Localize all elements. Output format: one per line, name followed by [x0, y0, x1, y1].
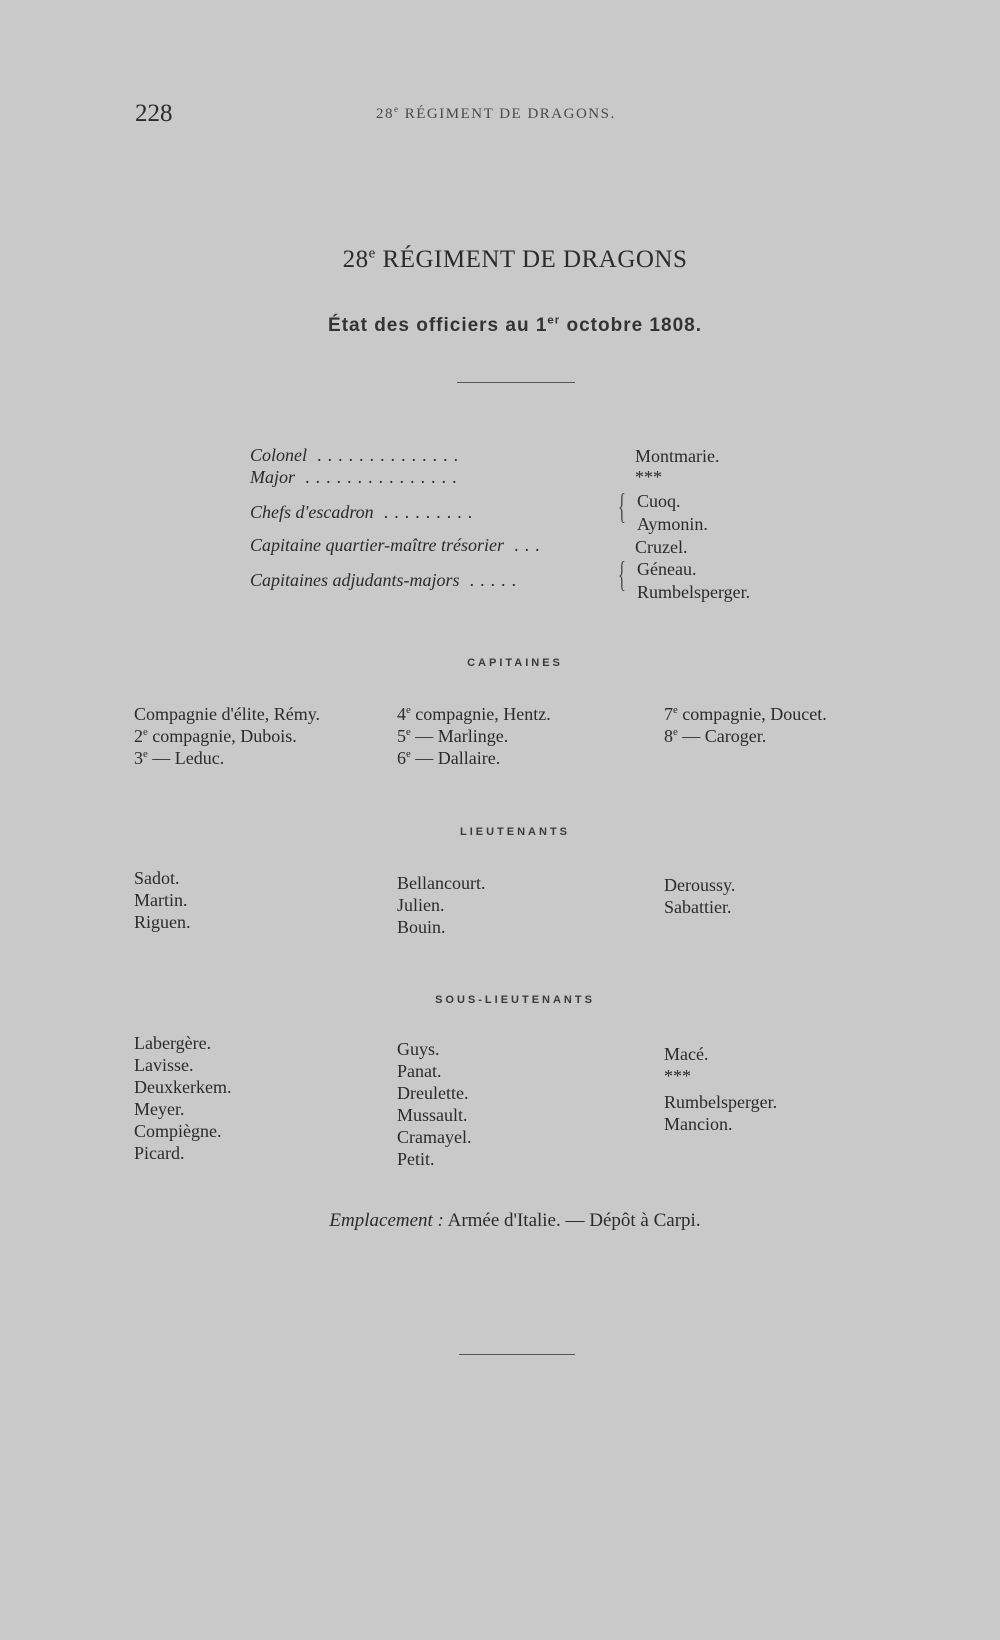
staff-name-adj-1: Géneau. [637, 559, 697, 579]
page-number: 228 [135, 100, 173, 127]
staff-label-chefs: Chefs d'escadron ......... [250, 502, 479, 522]
lieutenants-col-1 [134, 867, 191, 933]
divider-bottom [459, 1354, 575, 1355]
list-item: Macé. [664, 1044, 709, 1064]
page-title: 28e RÉGIMENT DE DRAGONS [342, 245, 688, 273]
section-sous-lieutenants-heading: SOUS-LIEUTENANTS [435, 994, 595, 1006]
section-lieutenants-heading: LIEUTENANTS [460, 826, 570, 838]
brace-adj: { [618, 554, 626, 594]
list-item: 5e — Marlinge. [397, 726, 509, 746]
brace-chefs: { [618, 486, 626, 526]
divider-top [457, 382, 575, 383]
list-item: Dreulette. [397, 1083, 469, 1103]
list-item: Labergère. [134, 1033, 212, 1053]
list-item: Riguen. [134, 912, 191, 932]
sous-lieutenants-col-2 [397, 1038, 471, 1170]
list-item: 7e compagnie, Doucet. [664, 704, 827, 724]
staff-name-adj-2: Rumbelsperger. [637, 582, 751, 602]
list-item: Compiègne. [134, 1121, 222, 1141]
list-item: Picard. [134, 1143, 185, 1163]
emplacement-line [0, 1210, 1000, 1232]
list-item: 2e compagnie, Dubois. [134, 726, 297, 746]
staff-label-qm: Capitaine quartier-maître trésorier ... [250, 535, 546, 555]
capitaines-col-1 [134, 703, 320, 769]
staff-name-major: *** [635, 467, 662, 487]
staff-label-major: Major ............... [250, 467, 463, 487]
section-capitaines-heading: CAPITAINES [467, 657, 563, 669]
lieutenants-col-3 [664, 874, 735, 918]
list-item: Meyer. [134, 1099, 185, 1119]
list-item: 6e — Dallaire. [397, 748, 501, 768]
list-item: Compagnie d'élite, Rémy. [134, 704, 321, 724]
list-item: Panat. [397, 1061, 442, 1081]
lieutenants-col-2 [397, 872, 485, 938]
capitaines-col-3 [664, 703, 827, 747]
list-item: 3e — Leduc. [134, 748, 225, 768]
list-item: Petit. [397, 1149, 435, 1169]
list-item: Sabattier. [664, 897, 732, 917]
list-item: Deroussy. [664, 875, 736, 895]
list-item: Mussault. [397, 1105, 468, 1125]
list-item: Mancion. [664, 1114, 733, 1134]
emplacement-text: Armée d'Italie. — Dépôt à Carpi. [447, 1210, 701, 1231]
list-item: Guys. [397, 1039, 440, 1059]
page-subtitle: État des officiers au 1er octobre 1808. [328, 314, 702, 336]
list-item: Sadot. [134, 868, 180, 888]
staff-label-adj: Capitaines adjudants-majors ..... [250, 570, 523, 590]
list-item: Cramayel. [397, 1127, 472, 1147]
list-item: Deuxkerkem. [134, 1077, 232, 1097]
list-item: Lavisse. [134, 1055, 194, 1075]
list-item: Bellancourt. [397, 873, 486, 893]
staff-name-chefs-1: Cuoq. [637, 491, 681, 511]
list-item: 8e — Caroger. [664, 726, 767, 746]
list-item: 4e compagnie, Hentz. [397, 704, 551, 724]
staff-label-colonel: Colonel .............. [250, 445, 465, 465]
list-item: *** [664, 1066, 691, 1086]
staff-name-colonel: Montmarie. [635, 446, 720, 466]
list-item: Rumbelsperger. [664, 1092, 778, 1112]
list-item: Bouin. [397, 917, 446, 937]
capitaines-col-2 [397, 703, 551, 769]
emplacement-label: Emplacement : [329, 1210, 444, 1231]
staff-name-chefs-2: Aymonin. [637, 514, 708, 534]
staff-name-qm: Cruzel. [635, 537, 688, 557]
list-item: Martin. [134, 890, 188, 910]
sous-lieutenants-col-1 [134, 1032, 231, 1164]
list-item: Julien. [397, 895, 445, 915]
running-title: 28e RÉGIMENT DE DRAGONS. [376, 104, 616, 122]
sous-lieutenants-col-3 [664, 1043, 777, 1135]
